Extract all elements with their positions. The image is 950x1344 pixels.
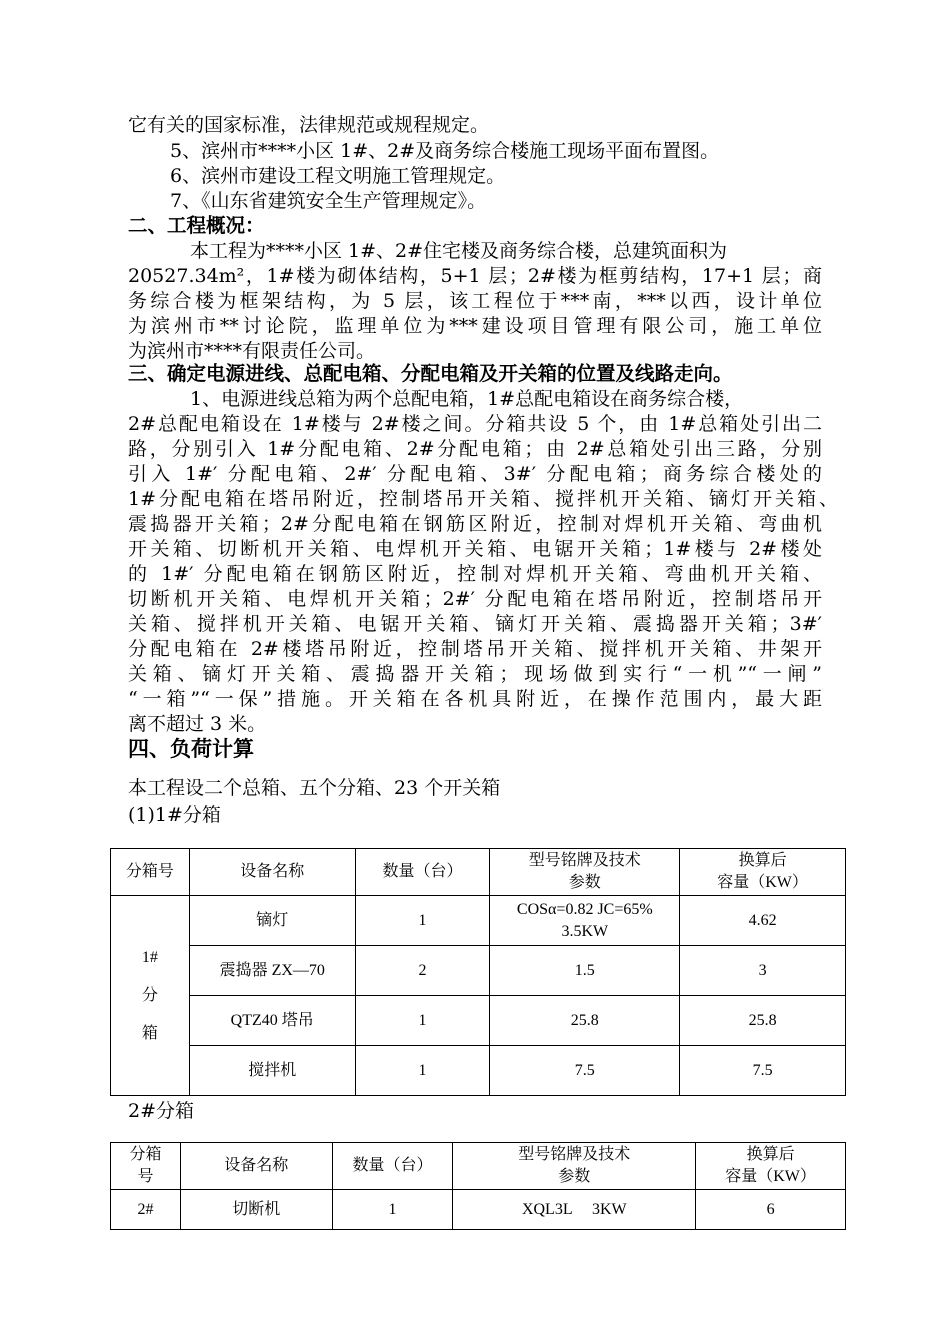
- sub-heading: 2#分箱: [128, 1100, 195, 1122]
- paragraph-line: 关箱、镝灯开关箱、震捣器开关箱；现场做到实行“一机”“一闸”: [128, 663, 822, 685]
- spec-line: COSα=0.82 JC=65%: [516, 900, 653, 918]
- device-name: 切断机: [180, 1190, 332, 1230]
- header-line: 分箱: [129, 1146, 162, 1163]
- header-line: 参数: [568, 874, 601, 891]
- table-row: [111, 946, 846, 996]
- capacity: 6: [696, 1190, 846, 1230]
- section-heading: 四、负荷计算: [128, 736, 254, 761]
- device-name: 搅拌机: [189, 1046, 355, 1096]
- table-row: [111, 1190, 846, 1230]
- spec-line: 3.5KW: [561, 922, 609, 940]
- box-label: 箱: [141, 1024, 158, 1042]
- paragraph-line: 的 1#′ 分配电箱在钢筋区附近，控制对焊机开关箱、弯曲机开关箱、: [128, 563, 822, 585]
- section-heading: 三、确定电源进线、总配电箱、分配电箱及开关箱的位置及线路走向。: [128, 362, 733, 385]
- box-number-cell: [111, 896, 190, 1096]
- header-cell: 数量（台）: [332, 1143, 453, 1190]
- header-line: 参数: [558, 1168, 591, 1185]
- paragraph-line: 离不超过 3 米。: [128, 713, 267, 735]
- paragraph-line: 分配电箱在 2#楼塔吊附近，控制塔吊开关箱、搅拌机开关箱、井架开: [128, 638, 822, 660]
- quantity: 1: [355, 896, 490, 946]
- capacity: 7.5: [680, 1046, 846, 1096]
- table-row: [111, 896, 846, 946]
- load-table-1: [110, 848, 846, 1096]
- header-cell: 设备名称: [189, 849, 355, 896]
- table-row: [111, 1046, 846, 1096]
- paragraph-line: 震捣器开关箱；2#分配电箱在钢筋区附近，控制对焊机开关箱、弯曲机: [128, 513, 822, 535]
- header-line: 号: [137, 1168, 154, 1185]
- header-cell: [680, 849, 846, 896]
- spec: 7.5: [490, 1046, 680, 1096]
- header-line: 换算后: [746, 1146, 795, 1163]
- paragraph-line: 1、电源进线总箱为两个总配电箱，1#总配电箱设在商务综合楼，: [190, 388, 744, 410]
- paragraph-line: 路，分别引入 1#分配电箱、2#分配电箱；由 2#总箱处引出三路，分别: [128, 438, 822, 460]
- spec: XQL3L 3KW: [453, 1190, 696, 1230]
- spec: 25.8: [490, 996, 680, 1046]
- spec: 1.5: [490, 946, 680, 996]
- text-line: 6、滨州市建设工程文明施工管理规定。: [170, 165, 506, 187]
- device-name: QTZ40 塔吊: [189, 996, 355, 1046]
- header-line: 容量（KW）: [717, 874, 808, 891]
- header-cell: 数量（台）: [355, 849, 490, 896]
- header-cell: [696, 1143, 846, 1190]
- spec: [490, 896, 680, 946]
- device-name: 震捣器 ZX—70: [189, 946, 355, 996]
- paragraph-line: 开关箱、切断机开关箱、电焊机开关箱、电锯开关箱；1#楼与 2#楼处: [128, 538, 822, 560]
- paragraph-line: 本工程为****小区 1#、2#住宅楼及商务综合楼，总建筑面积为: [190, 240, 728, 262]
- header-line: 容量（KW）: [725, 1168, 816, 1185]
- header-cell: 分箱号: [111, 849, 190, 896]
- table-header-row: [111, 1143, 846, 1190]
- section-heading: 二、工程概况：: [128, 214, 265, 237]
- header-cell: [111, 1143, 181, 1190]
- paragraph-line: 为滨州市**讨论院，监理单位为***建设项目管理有限公司，施工单位: [128, 315, 822, 337]
- box-label: 分: [141, 986, 158, 1004]
- quantity: 1: [332, 1190, 453, 1230]
- quantity: 2: [355, 946, 490, 996]
- header-cell: 设备名称: [180, 1143, 332, 1190]
- text-line: 7、《山东省建筑安全生产管理规定》。: [170, 190, 487, 212]
- paragraph-line: 1#分配电箱在塔吊附近，控制塔吊开关箱、搅拌机开关箱、镝灯开关箱、: [128, 488, 838, 510]
- table-row: [111, 996, 846, 1046]
- header-cell: [453, 1143, 696, 1190]
- paragraph-line: 务综合楼为框架结构，为 5 层，该工程位于***南，***以西，设计单位: [128, 290, 822, 312]
- header-line: 型号铭牌及技术: [518, 1146, 631, 1163]
- table-header-row: [111, 849, 846, 896]
- paragraph-line: 切断机开关箱、电焊机开关箱；2#′ 分配电箱在塔吊附近，控制塔吊开: [128, 588, 822, 610]
- capacity: 25.8: [680, 996, 846, 1046]
- paragraph-line: 引入 1#′ 分配电箱、2#′ 分配电箱、3#′ 分配电箱；商务综合楼处的: [128, 463, 822, 485]
- paragraph-line: 为滨州市****有限责任公司。: [128, 340, 376, 362]
- paragraph-line: 20527.34m²，1#楼为砌体结构，5+1 层；2#楼为框剪结构，17+1 层；商: [128, 265, 822, 287]
- paragraph-line: 关箱、搅拌机开关箱、电锯开关箱、镝灯开关箱、震捣器开关箱；3#′: [128, 613, 822, 635]
- quantity: 1: [355, 996, 490, 1046]
- box-number-cell: 2#: [111, 1190, 181, 1230]
- paragraph-line: 本工程设二个总箱、五个分箱、23 个开关箱: [128, 777, 501, 799]
- header-cell: [490, 849, 680, 896]
- capacity: 3: [680, 946, 846, 996]
- quantity: 1: [355, 1046, 490, 1096]
- capacity: 4.62: [680, 896, 846, 946]
- box-label: 1#: [141, 948, 158, 966]
- load-table-2: [110, 1142, 846, 1230]
- text-line: 它有关的国家标准，法律规范或规程规定。: [128, 114, 490, 136]
- header-line: 型号铭牌及技术: [528, 852, 641, 869]
- device-name: 镝灯: [189, 896, 355, 946]
- sub-heading: (1)1#分箱: [128, 804, 221, 826]
- paragraph-line: “一箱”“一保”措施。开关箱在各机具附近，在操作范围内，最大距: [128, 688, 822, 710]
- paragraph-line: 2#总配电箱设在 1#楼与 2#楼之间。分箱共设 5 个，由 1#总箱处引出二: [128, 413, 822, 435]
- text-line: 5、滨州市****小区 1#、2#及商务综合楼施工现场平面布置图。: [170, 140, 720, 162]
- header-line: 换算后: [738, 852, 787, 869]
